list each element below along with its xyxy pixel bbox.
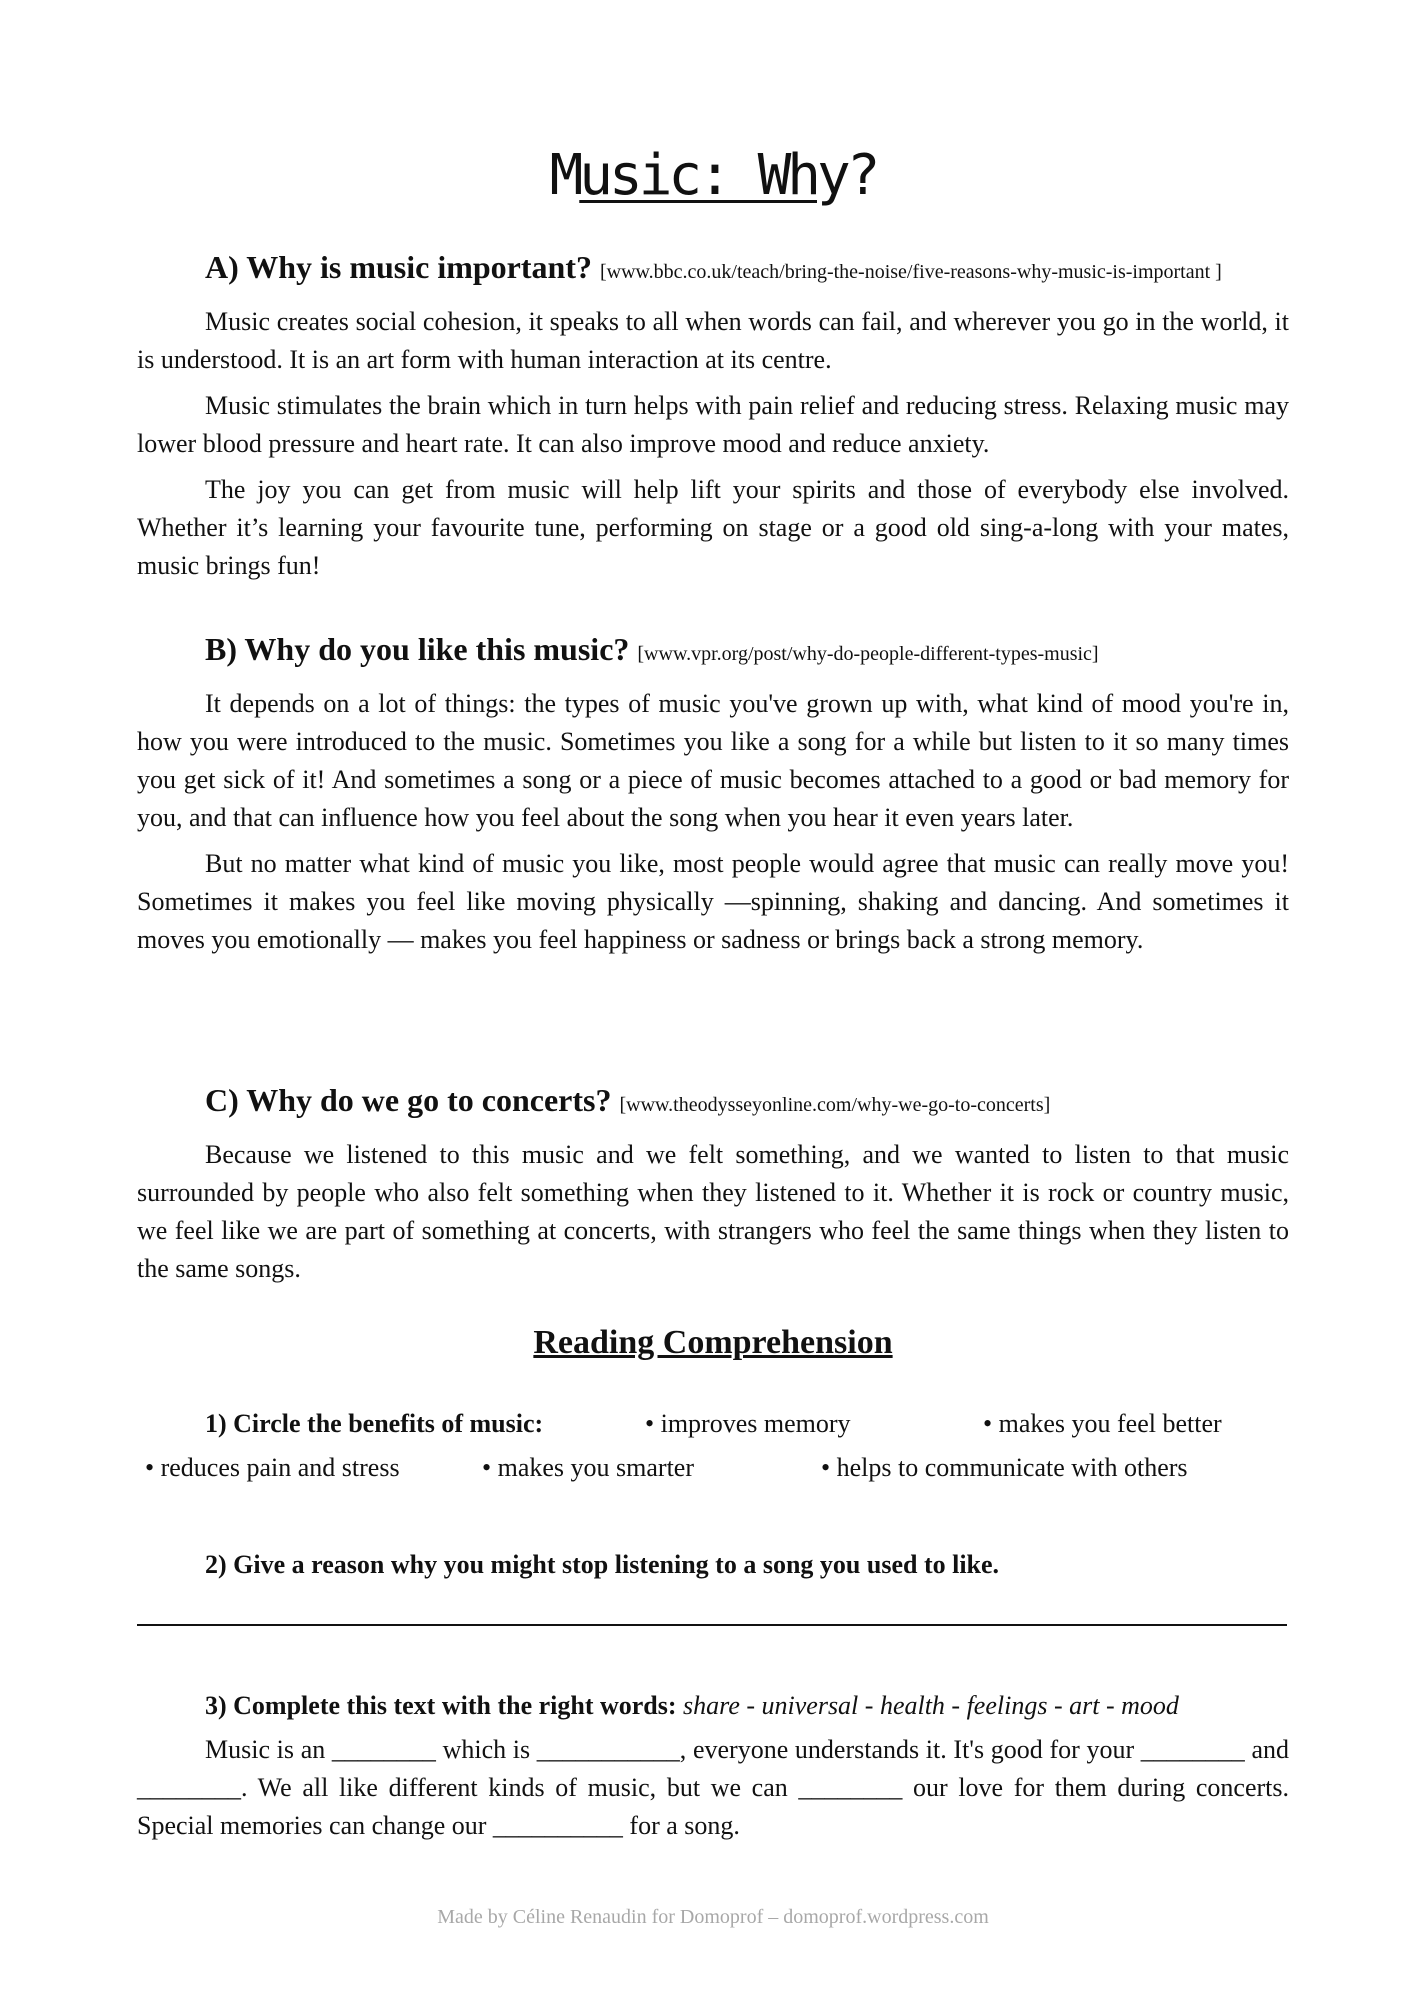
q1-option-reduces-pain[interactable]: • reduces pain and stress — [145, 1453, 400, 1482]
q1-option-communicate[interactable]: • helps to communicate with others — [821, 1453, 1188, 1482]
section-c-source: [www.theodysseyonline.com/why-we-go-to-concerts] — [619, 1094, 1051, 1116]
footer-credit: Made by Céline Renaudin for Domoprof – domoprof.wordpress.com — [437, 1906, 989, 1928]
question-2-answer-line[interactable] — [137, 1624, 1287, 1626]
section-b-paragraph-2: But no matter what kind of music you like, most people would agree that music can really move you! Sometimes it makes you feel like moving physically —spinning, shaking and dancing. And sometimes it moves you emotionally — makes you feel happiness or sadness or brings back a strong memory. — [137, 849, 1289, 954]
question-3-header — [205, 1687, 1289, 1725]
title-part-2: usic: Wh — [579, 143, 817, 208]
section-b-source: [www.vpr.org/post/why-do-people-different-types-music] — [637, 643, 1099, 665]
question-1 — [137, 1405, 1289, 1495]
section-a — [137, 248, 1289, 593]
section-b-heading: B) Why do you like this music? — [205, 631, 630, 667]
title-part-3: y — [817, 143, 847, 208]
question-3-label: 3) Complete this text with the right words: — [205, 1691, 677, 1720]
section-a-header — [205, 248, 1289, 293]
section-b-header — [205, 630, 1289, 675]
question-3-cloze-text: Music is an ________ which is ___________, everyone understands it. It's good for your ________ and ________. We all like different kinds of music, but we can ________ our love for them during concerts. Special memories can change our __________ for a song. — [137, 1735, 1289, 1840]
question-2-label: 2) Give a reason why you might stop listening to a song you used to like. — [205, 1550, 1000, 1579]
q1-option-improves-memory[interactable]: • improves memory — [645, 1409, 851, 1438]
section-a-paragraph-1: Music creates social cohesion, it speaks to all when words can fail, and wherever you go in the world, it is understood. It is an art form with human interaction at its centre. — [137, 307, 1289, 374]
section-a-paragraph-2: Music stimulates the brain which in turn helps with pain relief and reducing stress. Relaxing music may lower blood pressure and heart rate. It can also improve mood and reduce anxiety. — [137, 391, 1289, 458]
title-part-4: ? — [846, 143, 877, 208]
q1-option-smarter[interactable]: • makes you smarter — [482, 1453, 694, 1482]
section-c-paragraph-1: Because we listened to this music and we felt something, and we wanted to listen to that music surrounded by people who also felt something when they listened to it. Whether it is rock or country music, we feel like we are part of something at concerts, with strangers who feel the same things when they listen to the same songs. — [137, 1140, 1289, 1283]
title-part-1: M — [549, 143, 580, 208]
page-title — [137, 138, 1289, 214]
question-3-word-bank: share - universal - health - feelings - art - mood — [683, 1691, 1179, 1720]
q1-option-feel-better[interactable]: • makes you feel better — [983, 1409, 1222, 1438]
section-c-heading: C) Why do we go to concerts? — [205, 1082, 612, 1118]
question-3 — [137, 1687, 1289, 1853]
section-c-header — [205, 1081, 1289, 1126]
section-b — [137, 630, 1289, 967]
reading-comprehension-title: Reading Comprehension — [533, 1324, 893, 1361]
section-a-paragraph-3: The joy you can get from music will help lift your spirits and those of everybody else involved. Whether it’s learning your favourite tune, performing on stage or a good old sing-a-long with your mates, music brings fun! — [137, 475, 1289, 580]
section-a-source: [www.bbc.co.uk/teach/bring-the-noise/five-reasons-why-music-is-important ] — [599, 261, 1222, 283]
section-a-heading: A) Why is music important? — [205, 249, 592, 285]
section-c — [137, 1081, 1289, 1296]
question-1-label: 1) Circle the benefits of music: — [205, 1409, 544, 1438]
section-b-paragraph-1: It depends on a lot of things: the types of music you've grown up with, what kind of mood you're in, how you were introduced to the music. Sometimes you like a song for a while but listen to it so many times you get sick of it! And sometimes a song or a piece of music becomes attached to a good or bad memory for you, and that can influence how you feel about the song when you hear it even years later. — [137, 689, 1289, 832]
